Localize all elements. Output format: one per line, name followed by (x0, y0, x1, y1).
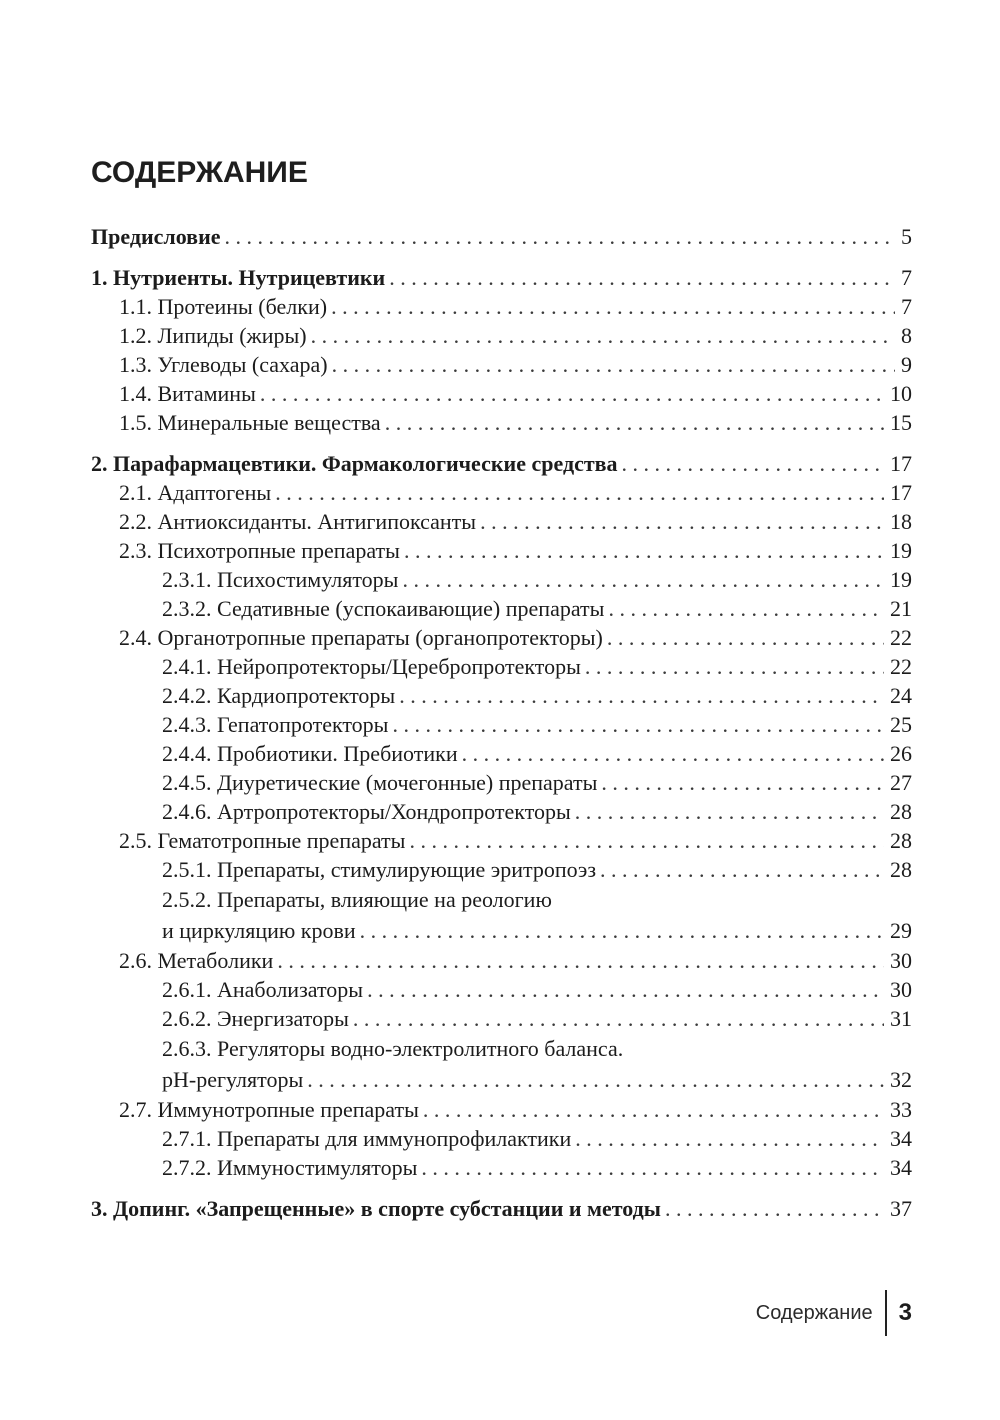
toc-entry[interactable] (91, 478, 912, 507)
toc-entry-title: 2.4.1. Нейропротекторы/Церебропротекторы (162, 654, 581, 679)
table-of-contents (91, 222, 912, 1223)
toc-entry[interactable] (91, 1064, 912, 1095)
toc-dot-leader (353, 1004, 884, 1033)
toc-dot-leader (622, 449, 884, 478)
toc-entry[interactable] (91, 797, 912, 826)
toc-dot-leader (225, 222, 895, 251)
toc-dot-leader (367, 975, 884, 1004)
toc-entry-title: 2.3.1. Психостимуляторы (162, 567, 399, 592)
toc-dot-leader (409, 826, 884, 855)
toc-dot-leader (404, 536, 884, 565)
toc-entry-title: 2.6.3. Регуляторы водно-электролитного баланса. (162, 1036, 624, 1061)
toc-dot-leader (665, 1194, 884, 1223)
toc-page-number: 15 (890, 410, 912, 435)
toc-dot-leader (260, 379, 884, 408)
toc-entry[interactable] (91, 449, 912, 478)
toc-entry-title: 2.2. Антиоксиданты. Антигипоксанты (119, 509, 477, 534)
toc-dot-leader (385, 408, 884, 437)
toc-dot-leader (332, 350, 895, 379)
toc-page-number: 18 (890, 509, 912, 534)
toc-entry-title: 1.4. Витамины (119, 381, 256, 406)
toc-entry[interactable] (91, 594, 912, 623)
toc-entry-title: 2.3.2. Седативные (успокаивающие) препараты (162, 596, 605, 621)
toc-entry[interactable] (91, 826, 912, 855)
toc-page-number: 24 (890, 683, 912, 708)
toc-entry[interactable] (91, 710, 912, 739)
toc-page-number: 5 (901, 224, 912, 249)
toc-dot-leader (402, 565, 884, 594)
toc-page-number: 32 (890, 1067, 912, 1092)
page-footer (756, 1290, 912, 1336)
toc-dot-leader (421, 1153, 884, 1182)
toc-page-number: 27 (890, 770, 912, 795)
toc-entry-title: 2.6. Метаболики (119, 948, 274, 973)
toc-entry[interactable] (91, 536, 912, 565)
toc-entry-title: 2.5.2. Препараты, влияющие на реологию (162, 887, 552, 912)
toc-page-number: 19 (890, 567, 912, 592)
toc-dot-leader (600, 855, 884, 884)
toc-dot-leader (585, 652, 884, 681)
toc-page-number: 30 (890, 977, 912, 1002)
toc-entry[interactable] (91, 681, 912, 710)
toc-entry[interactable] (91, 915, 912, 946)
toc-page-number: 19 (890, 538, 912, 563)
toc-dot-leader (331, 292, 895, 321)
toc-page-number: 7 (901, 294, 912, 319)
toc-dot-leader (389, 263, 895, 292)
toc-page-number: 10 (890, 381, 912, 406)
toc-page-number: 28 (890, 828, 912, 853)
toc-entry[interactable] (91, 946, 912, 975)
toc-dot-leader (607, 623, 884, 652)
toc-entry[interactable] (91, 975, 912, 1004)
toc-dot-leader (275, 478, 884, 507)
toc-entry-line1[interactable] (91, 884, 912, 915)
toc-dot-leader (311, 321, 895, 350)
toc-entry[interactable] (91, 222, 912, 251)
toc-page-number: 9 (901, 352, 912, 377)
toc-page-number: 17 (890, 451, 912, 476)
toc-entry-title: 2.7. Иммунотропные препараты (119, 1097, 419, 1122)
toc-dot-leader (307, 1064, 884, 1095)
toc-entry-title: 2.5. Гематотропные препараты (119, 828, 406, 853)
toc-entry-title: 1.2. Липиды (жиры) (119, 323, 307, 348)
toc-entry-title: 2.4.6. Артропротекторы/Хондропротекторы (162, 799, 571, 824)
toc-entry-title: 1.5. Минеральные вещества (119, 410, 381, 435)
toc-entry[interactable] (91, 855, 912, 884)
toc-entry[interactable] (91, 379, 912, 408)
toc-entry-title-cont: рН-регуляторы (162, 1067, 304, 1092)
toc-dot-leader (392, 710, 884, 739)
toc-entry-title: 3. Допинг. «Запрещенные» в спорте субстанции и методы (91, 1196, 661, 1221)
toc-entry-title: 2.3. Психотропные препараты (119, 538, 400, 563)
page-title: СОДЕРЖАНИЕ (91, 156, 308, 189)
toc-entry[interactable] (91, 623, 912, 652)
toc-page-number: 37 (890, 1196, 912, 1221)
toc-entry-title: 2.4.4. Пробиотики. Пребиотики (162, 741, 458, 766)
toc-page-number: 28 (890, 799, 912, 824)
toc-page-number: 29 (890, 918, 912, 943)
toc-dot-leader (277, 946, 884, 975)
toc-entry[interactable] (91, 1153, 912, 1182)
toc-page-number: 25 (890, 712, 912, 737)
toc-entry[interactable] (91, 292, 912, 321)
toc-page-number: 30 (890, 948, 912, 973)
toc-entry-title: 2.1. Адаптогены (119, 480, 272, 505)
toc-entry-title: 2.4. Органотропные препараты (органопротекторы) (119, 625, 603, 650)
toc-dot-leader (360, 915, 884, 946)
toc-entry-line1[interactable] (91, 1033, 912, 1064)
toc-entry[interactable] (91, 408, 912, 437)
toc-page-number: 22 (890, 654, 912, 679)
toc-dot-leader (601, 768, 884, 797)
toc-page-number: 28 (890, 857, 912, 882)
toc-entry-title: 2.6.1. Анаболизаторы (162, 977, 364, 1002)
toc-entry[interactable] (91, 739, 912, 768)
toc-dot-leader (575, 797, 884, 826)
toc-entry-title: 2. Парафармацевтики. Фармакологические средства (91, 451, 618, 476)
toc-entry-title: 2.7.1. Препараты для иммунопрофилактики (162, 1126, 572, 1151)
toc-entry-title: 2.4.5. Диуретические (мочегонные) препараты (162, 770, 598, 795)
toc-entry[interactable] (91, 350, 912, 379)
toc-page-number: 34 (890, 1155, 912, 1180)
toc-entry[interactable] (91, 1194, 912, 1223)
toc-page-number: 31 (890, 1006, 912, 1031)
toc-entry-title: 1. Нутриенты. Нутрицевтики (91, 265, 386, 290)
page-number: 3 (898, 1299, 912, 1326)
toc-page-number: 7 (901, 265, 912, 290)
toc-page-number: 34 (890, 1126, 912, 1151)
toc-page-number: 26 (890, 741, 912, 766)
toc-entry-title: 2.4.2. Кардиопротекторы (162, 683, 396, 708)
toc-entry[interactable] (91, 321, 912, 350)
toc-entry-title: Предисловие (91, 224, 221, 249)
toc-entry[interactable] (91, 768, 912, 797)
toc-page-number: 33 (890, 1097, 912, 1122)
toc-entry[interactable] (91, 507, 912, 536)
toc-page-number: 21 (890, 596, 912, 621)
toc-entry-title: 1.3. Углеводы (сахара) (119, 352, 328, 377)
running-footer-label: Содержание (755, 1301, 873, 1324)
toc-entry[interactable] (91, 1124, 912, 1153)
toc-entry[interactable] (91, 263, 912, 292)
toc-page-number: 17 (890, 480, 912, 505)
toc-dot-leader (423, 1095, 884, 1124)
toc-page-number: 8 (901, 323, 912, 348)
toc-entry-title: 2.7.2. Иммуностимуляторы (162, 1155, 418, 1180)
toc-dot-leader (462, 739, 884, 768)
toc-entry-title-cont: и циркуляцию крови (162, 918, 356, 943)
toc-entry-title: 2.5.1. Препараты, стимулирующие эритропоэз (162, 857, 597, 882)
toc-page-number: 22 (890, 625, 912, 650)
toc-dot-leader (480, 507, 884, 536)
toc-entry[interactable] (91, 652, 912, 681)
toc-entry[interactable] (91, 565, 912, 594)
toc-entry[interactable] (91, 1004, 912, 1033)
toc-dot-leader (575, 1124, 884, 1153)
toc-entry-title: 1.1. Протеины (белки) (119, 294, 328, 319)
toc-entry-title: 2.6.2. Энергизаторы (162, 1006, 349, 1031)
toc-dot-leader (608, 594, 884, 623)
toc-dot-leader (399, 681, 884, 710)
toc-entry-title: 2.4.3. Гепатопротекторы (162, 712, 389, 737)
toc-entry[interactable] (91, 1095, 912, 1124)
